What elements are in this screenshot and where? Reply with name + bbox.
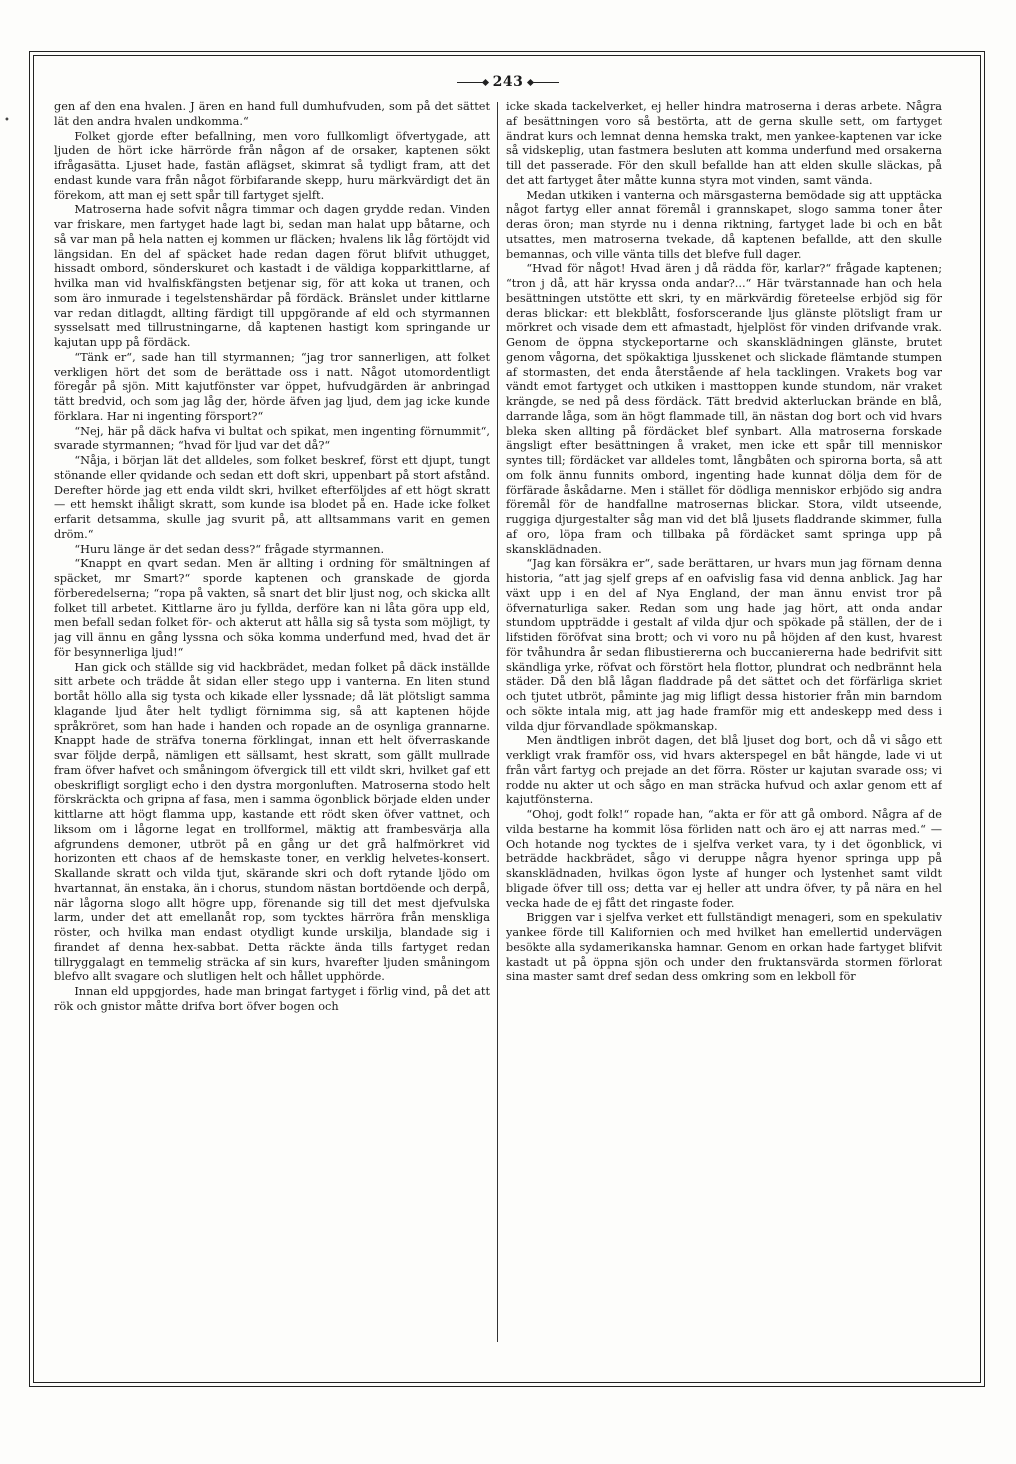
paragraph: Matroserna hade sofvit några timmar och dagen grydde redan. Vinden var friskare, men fartyget hade lagt bi, sedan man halat upp båtarne, och så var man på hela natten ej kommen ur fläcken; hvalens lik låg förtöjdt vid längsidan. En del af späcket hade redan dagen förut blifvit uthugget, hissadt ombord, sönderskuret och kastadt i de väldiga kopparkittlarne, af hvilka man vid hvalfiskfängsten betjenar sig, för att koka ut tranen, och som äro inmurade i tegelstenshärdar på fördäck. Bränslet under kittlarne var redan ditlagdt, allting färdigt till uppgörande af eld och styrmannen sysselsatt med tillrustningarne, då kaptenen hastigt kom springande ur kajutan upp på fördäck. bbox=[54, 203, 490, 349]
column-divider bbox=[497, 102, 498, 1342]
paragraph: “Nej, här på däck hafva vi bultat och spikat, men ingenting förnummit“, svarade styrmannen; “hvad för ljud var det då?“ bbox=[54, 424, 490, 453]
paragraph: icke skada tackelverket, ej heller hindra matroserna i deras arbete. Några af besättningen voro så bestörta, att de gerna skulle sett, om fartyget ändrat kurs och lemnat denna hemska trakt, men yankee-kaptenen var icke så vidskeplig, utan fastmera besluten att komma underfund med orsakerna till det passerade. För den skull befallde han att elden skulle släckas, på det att fartyget åter måtte kunna styra mot vinden, samt vända. bbox=[506, 100, 942, 187]
paragraph: Folket gjorde efter befallning, men voro fullkomligt öfvertygade, att ljuden de hört icke härrörde från någon af de orsaker, kaptenen sökt ifrågasätta. Ljuset hade, fastän aflägset, skimrat så tydligt fram, att det endast kunde vara från något förbifarande skepp, huru märkvärdigt det än förekom, att man ej sett spår till fartyget sjelft. bbox=[54, 129, 490, 202]
header-ornament-right-icon bbox=[531, 82, 559, 83]
page-header bbox=[0, 70, 1016, 94]
paragraph: “Knappt en qvart sedan. Men är allting i ordning för smältningen af späcket, mr Smart?“ sporde kaptenen och granskade de gjorda förberedelserna; “ropa på vakten, så snart det blir ljust nog, och skicka allt folket till arbetet. Kittlarne äro ju fyllda, derföre kan ni låta göra upp eld, men befall sedan folket för- och akterut att hålla sig så tysta som möjligt, ty jag vill ännu en gång lyssna och söka komma underfund med, hvad det är för besynnerliga ljud!“ bbox=[54, 557, 490, 659]
paragraph: “Nåja, i början lät det alldeles, som folket beskref, först ett djupt, tungt stönande eller qvidande och sedan ett doft skri, uppenbart på stort afstånd. Derefter hörde jag ett enda vildt skri, hvilket efterföljdes af ett högt skratt — ett hemskt ihåligt skratt, som kunde isa blodet på en. Hade icke folket erfarit detsamma, skulle jag svurit på, att alltsammans varit en gemen dröm.“ bbox=[54, 454, 490, 541]
right-column bbox=[506, 100, 942, 1343]
paragraph: “Ohoj, godt folk!“ ropade han, “akta er för att gå ombord. Några af de vilda bestarne ha kommit lösa förliden natt och äro ej att narras med.“ — Och hotande nog tycktes de i sjelfva verket vara, ty i det ögonblick, vi beträdde hackbrädet, sågo vi deruppe några hyenor springa upp på skansklädnaden, hvilkas ögon lyste af hunger och lystenhet samt vildt bligade öfver till oss; detta var ej heller att undra öfver, ty på nära en hel vecka hade de ej fått det ringaste foder. bbox=[506, 808, 942, 910]
paragraph: Medan utkiken i vanterna och märsgasterna bemödade sig att upptäcka något fartyg eller annat föremål i grannskapet, slogo samma toner åter deras öron; man styrde nu i denna riktning, fartyget lade bi och en båt utsattes, men matroserna tvekade, då kaptenen befallde, att den skulle bemannas, och ville vänta tills det blefve full dager. bbox=[506, 188, 942, 261]
margin-mark: • bbox=[4, 115, 10, 126]
header-ornament-left-icon bbox=[457, 82, 485, 83]
paragraph: Briggen var i sjelfva verket ett fullständigt menageri, som en spekulativ yankee förde till Kalifornien och med hvilket han emellertid undervägen besökte alla sydamerikanska hamnar. Genom en orkan hade fartyget blifvit kastadt ut på öppna sjön och under den fruktansvärda stormen förlorat sina master samt dref sedan dess omkring som en lekboll för bbox=[506, 911, 942, 984]
page-number: 243 bbox=[492, 74, 524, 90]
paragraph: “Jag kan försäkra er“, sade berättaren, ur hvars mun jag förnam denna historia, “att jag sjelf greps af en oafvislig fasa vid denna anblick. Jag har växt upp i en del af Nya England, der man ännu envist tror på öfvernaturliga saker. Redan som ung hade jag hört, att onda andar stundom uppträdde i gestalt af vilda djur och spökade på ställen, der de i lifstiden föröfvat sina brott; och vi voro nu på höjden af den kust, hvarest för tvåhundra år sedan flibustiererna och buccaniererna hade bedrifvit sitt skändliga yrke, röfvat och förstört hela flottor, plundrat och nedbrännt hela städer. Då den blå lågan fladdrade på det sättet och det förfärliga skriet och tjutet utbröt, påminte jag mig lifligt dessa historier från min barndom och sökte intala mig, att jag hade framför mig ett andeskepp med dess i vilda djur förvandlade spökmanskap. bbox=[506, 557, 942, 733]
paragraph: “Huru länge är det sedan dess?“ frågade styrmannen. bbox=[74, 542, 385, 556]
paragraph: “Tänk er“, sade han till styrmannen; “jag tror sannerligen, att folket verkligen hört det som de berättade oss i natt. Något utomordentligt föregår på sjön. Mitt kajutfönster var öppet, hufvudgärden är anbringad tätt bredvid, och som jag låg der, hörde äfven jag ljud, dem jag icke kunde förklara. Har ni ingenting försport?“ bbox=[54, 350, 490, 423]
left-column bbox=[54, 100, 490, 1343]
paragraph: gen af den ena hvalen. J ären en hand full dumhufvuden, som på det sättet lät den andra hvalen undkomma.“ bbox=[54, 100, 490, 128]
paragraph: “Hvad för något! Hvad ären j då rädda för, karlar?“ frågade kaptenen; “tron j då, att här kryssa onda andar?...“ Här tvärstannade han och hela besättningen utstötte ett skri, ty en märkvärdig företeelse erbjöd sig för deras blickar: ett blekblått, fosforscerande ljus glänste plötsligt fram ur mörkret och visade dem ett afmastadt, hjelplöst för vinden drifvande vrak. Genom de öppna styckeportarne och skansklädningen glänste, brutet genom vågorna, det spökaktiga ljusskenet och slickade flämtande stumpen af stormasten, det enda återstående af hela tacklingen. Vrakets bog var vändt emot fartyget och utkiken i masttoppen kunde stundom, när vraket krängde, se ned på dess fördäck. Tätt bredvid akterluckan brände en blå, darrande låga, som än högt flammade till, än nästan dog bort och vid hvars bleka sken allting på fördäcket blef synbart. Alla matroserna forskade ängsligt efter besättningen å vraket, men icke ett spår till menniskor syntes till; fördäcket var alldeles tomt, långbåten och spirorna borta, så att om folk ännu funnits ombord, ingenting hade kunnat dölja dem för de förfärade åskådarne. Men i stället för dödliga menniskor erbjödo sig andra föremål för de handfallne matrosernas blickar. Stora, vildt utseende, ruggiga djurgestalter såg man vid det blå ljusets fladdrande skimmer, fulla af oro, löpa fram och tillbaka på fördäcket samt springa upp på skansklädnaden. bbox=[506, 262, 942, 556]
paragraph: Innan eld uppgjordes, hade man bringat fartyget i förlig vind, på det att rök och gnistor måtte drifva bort öfver bogen och bbox=[54, 985, 490, 1013]
paragraph: Han gick och ställde sig vid hackbrädet, medan folket på däck inställde sitt arbete och trädde åt sidan eller stego upp i vanterna. En liten stund bortåt höllo alla sig tysta och kikade eller lyssnade; då lät plötsligt samma klagande ljud åter helt tydligt förnimma sig, så att kaptenen höjde språkröret, som han hade i handen och ropade an de osynliga grannarne. Knappt hade de sträfva tonerna förklingat, innan ett helt öfverraskande svar följde derpå, nämligen ett sällsamt, hest skratt, som gällt mullrade fram öfver hafvet och småningom öfvergick till ett vildt skri, hvilket gaf ett obeskrifligt sorgligt echo i den dystra morgonluften. Matroserna stodo helt förskräckta och gripna af fasa, men i samma ögonblick började elden under kittlarne att högt flamma upp, kastande ett rödt sken öfver vattnet, och liksom om i lågorne legat en trollformel, mäktig att frambesvärja alla afgrundens demoner, utbröt på en gång ur det grå halfmörkret vid horizonten ett chaos af de hemskaste toner, en verklig helvetes-konsert. Skallande skratt och vilda tjut, skärande skri och doft rytande ljödo om hvartannat, än enstaka, än i chorus, stundom nästan bortdöende och derpå, när lågorna slogo allt högre upp, förenande sig till det mest djefvulska larm, under det att emellanåt rop, som tycktes härröra från menskliga röster, och hvilka man endast otydligt kunde urskilja, blandade sig i firandet af denna hex-sabbat. Detta räckte ända tills fartyget redan tillryggalagt en temmelig sträcka af sin kurs, hvarefter ljuden småningom blefvo allt svagare och slutligen helt och hållet upphörde. bbox=[54, 660, 490, 984]
paragraph: Men ändtligen inbröt dagen, det blå ljuset dog bort, och då vi sågo ett verkligt vrak framför oss, vid hvars akterspegel en båt hängde, lade vi ut från vårt fartyg och prejade an det förra. Röster ur kajutan svarade oss; vi rodde nu akter ut och sågo en man sträcka hufvud och axlar genom ett af kajutfönsterna. bbox=[506, 734, 942, 807]
